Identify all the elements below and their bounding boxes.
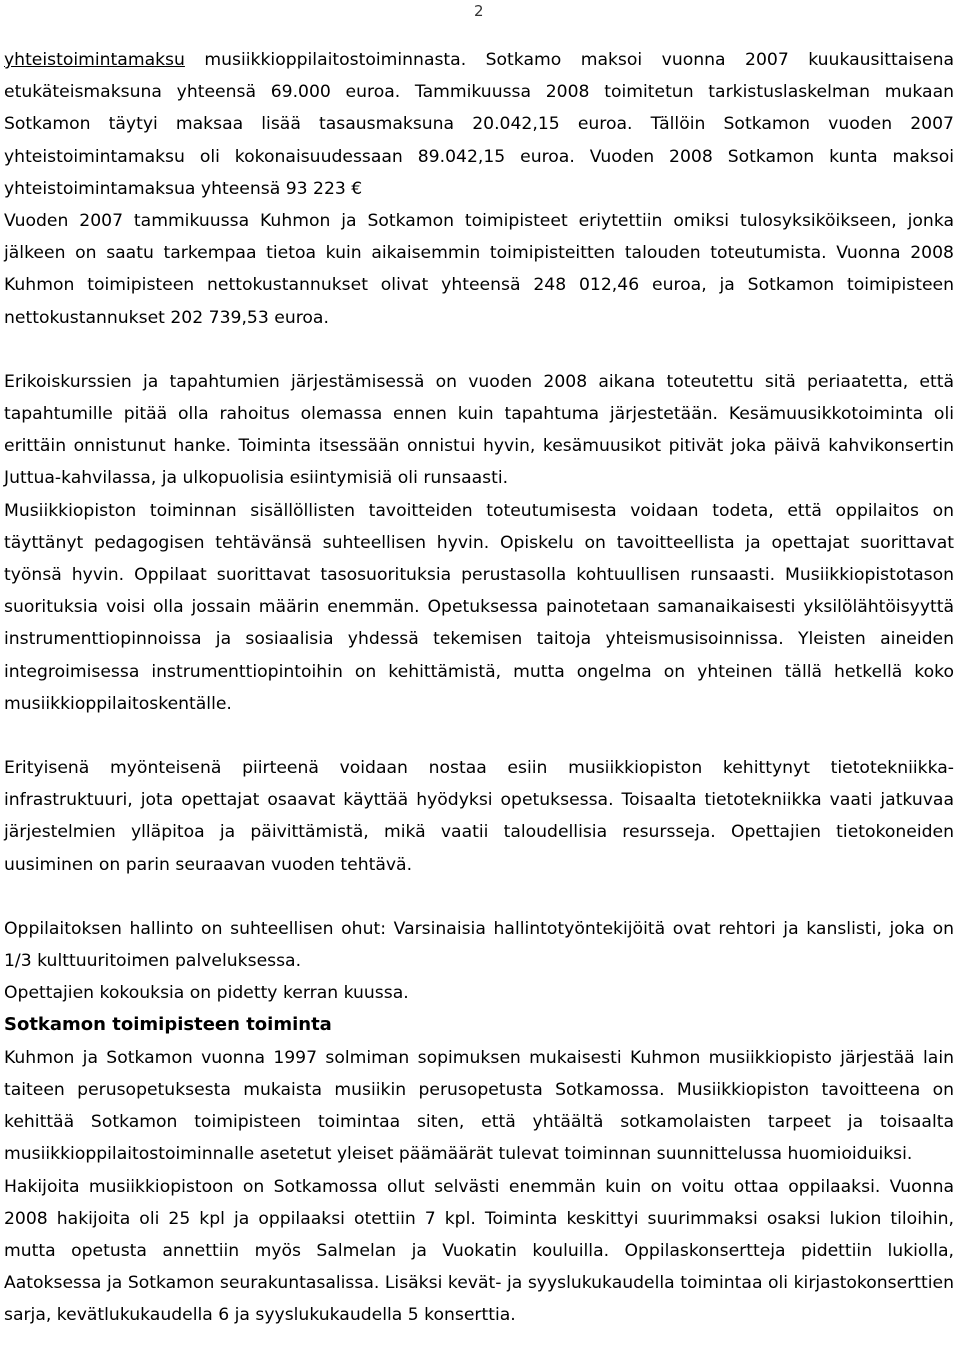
paragraph-events: Erikoiskurssien ja tapahtumien järjestämisessä on vuoden 2008 aikana toteutettu sitä periaatetta, että tapahtumille pitää olla rahoitus olemassa ennen kuin tapahtuma järjestetään. Kesämuusikkotoiminta oli erittäin onnistunut hanke. Toiminta itsessään onnistui hyvin, kesämuusikot pitivät joka päivä kahvikonsertin Juttua-kahvilassa, ja ulkopuolisia esiintymisiä oli runsaasti. <box>4 371 954 489</box>
paragraph-admin: Oppilaitoksen hallinto on suhteellisen ohut: Varsinaisia hallintotyöntekijöitä ovat rehtori ja kanslisti, joka on 1/3 kulttuuritoimen palveluksessa. <box>4 918 954 972</box>
paragraph-fees <box>4 44 954 205</box>
section-heading: Sotkamon toimipisteen toiminta <box>4 1014 332 1036</box>
paragraph-it: Erityisenä myönteisenä piirteenä voidaan nostaa esiin musiikkiopiston kehittynyt tietotekniikka-infrastruktuuri, jota opettajat osaavat käyttää hyödyksi opetuksessa. Toisaalta tietotekniikka vaati jatkuvaa järjestelmien ylläpitoa ja päivittämistä, mikä vaatii taloudellisia resursseja. Opettajien tietokoneiden uusiminen on parin seuraavan vuoden tehtävä. <box>4 758 954 875</box>
paragraph-applicants: Hakijoita musiikkiopistoon on Sotkamossa ollut selvästi enemmän kuin on voitu ottaa oppilaaksi. Vuonna 2008 hakijoita oli 25 kpl ja oppilaaksi otettiin 7 kpl. Toiminta keskittyi suurimmaksi osaksi lukion tiloihin, mutta opetusta annettiin myös Salmelan ja Vuokatin kouluilla. Oppilaskonsertteja pidettiin lukiolla, Aatoksessa ja Sotkamon seurakuntasalissa. Lisäksi kevät- ja syyslukukaudella toimintaa oli kirjastokonserttien sarja, kevätlukukaudella 6 ja syyslukukaudella 5 konserttia. <box>4 1176 954 1326</box>
spacer <box>4 334 954 366</box>
paragraph-cost-units: Vuoden 2007 tammikuussa Kuhmon ja Sotkamon toimipisteet eriytettiin omiksi tulosyksiköikseen, jonka jälkeen on saatu tarkempaa tietoa kuin aikaisemmin toimipisteitten talouden toteutumista. Vuonna 2008 Kuhmon toimipisteen nettokustannukset olivat yhteensä 248 012,46 euroa, ja Sotkamon toimipisteen nettokustannukset 202 739,53 euroa. <box>4 211 954 328</box>
paragraph-agreement: Kuhmon ja Sotkamon vuonna 1997 solmiman sopimuksen mukaisesti Kuhmon musiikkiopisto järjestää lain taiteen perusopetuksesta mukaista musiikin perusopetusta Sotkamossa. Musiikkiopiston tavoitteena on kehittää Sotkamon toimipisteen toimintaa siten, että yhtäältä sotkamolaisten tarpeet ja toisaalta musiikkioppilaitostoiminnalle asetetut yleiset päämäärät tulevat toiminnan suunnittelussa huomioiduiksi. <box>4 1047 954 1165</box>
document-body <box>4 44 954 1332</box>
page-number: 2 <box>474 2 484 20</box>
paragraph-fees-text: musiikkioppilaitostoiminnasta. Sotkamo maksoi vuonna 2007 kuukausittaisena etukäteismaksuna yhteensä 69.000 euroa. Tammikuussa 2008 toimitetun tarkistuslaskelman mukaan Sotkamon täytyi maksaa lisää tasausmaksuna 20.042,15 euroa. Tällöin Sotkamon vuoden 2007 yhteistoimintamaksu oli kokonaisuudessaan 89.042,15 euroa. Vuoden 2008 Sotkamon kunta maksoi yhteistoimintamaksua yhteensä 93 223 € <box>4 50 954 199</box>
spacer <box>4 881 954 913</box>
spacer <box>4 720 954 752</box>
paragraph-meetings: Opettajien kokouksia on pidetty kerran kuussa. <box>4 983 409 1004</box>
paragraph-goals: Musiikkiopiston toiminnan sisällöllisten tavoitteiden toteutumisesta voidaan todeta, että oppilaitos on täyttänyt pedagogisen tehtävänsä suhteellisen hyvin. Opiskelu on tavoitteellista ja opettajat suorittavat työnsä hyvin. Oppilaat suorittavat tasosuorituksia perustasolla kohtuullisen runsaasti. Musiikkiopistotason suorituksia voisi olla jossain määrin enemmän. Opetuksessa painotetaan samanaikaisesti yksilölähtöisyyttä instrumenttiopinnoissa ja sosiaalisia yhdessä tekemisen taitoja yhteismusisoinnissa. Yleisten aineiden integroimisessa instrumenttiopintoihin on kehittämistä, mutta ongelma on yhteinen tällä hetkellä koko musiikkioppilaitoskentälle. <box>4 500 954 714</box>
term-link: yhteistoimintamaksu <box>4 50 185 70</box>
